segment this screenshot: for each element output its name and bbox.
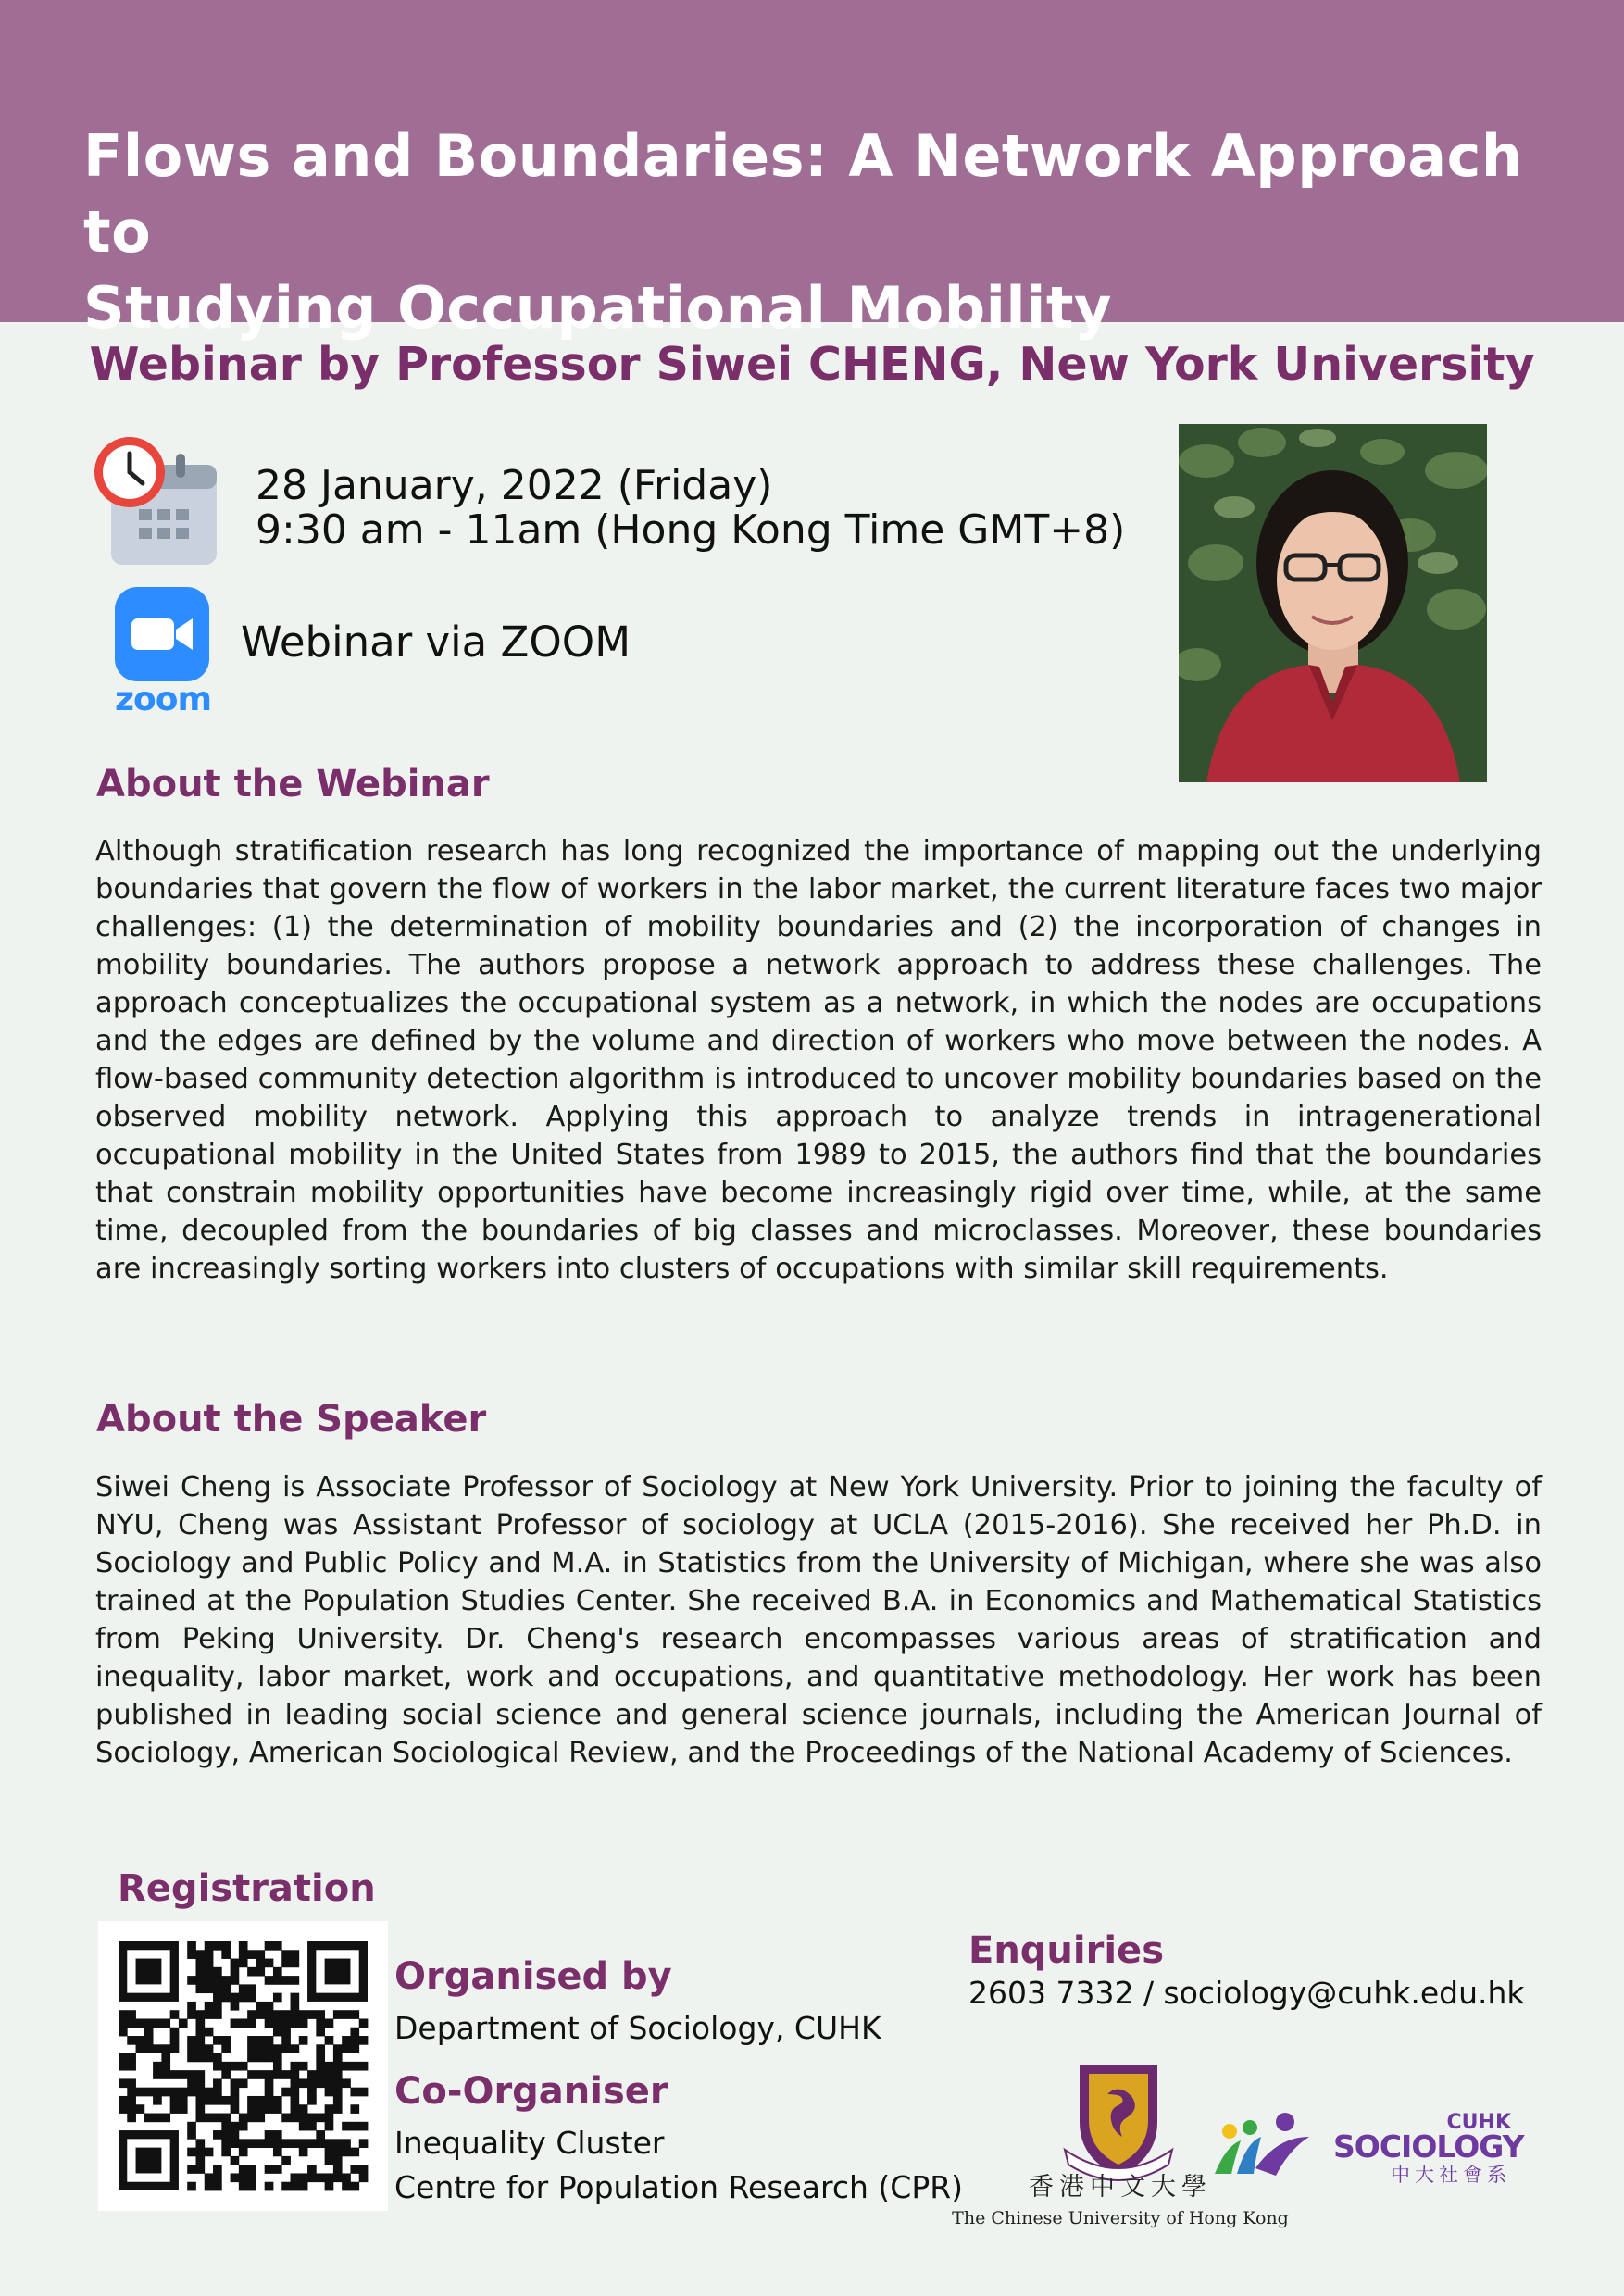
page-title bbox=[83, 119, 1583, 346]
event-time: 9:30 am - 11am (Hong Kong Time GMT+8) bbox=[256, 506, 1126, 554]
co-organiser-name-2: Centre for Population Research (CPR) bbox=[394, 2169, 964, 2205]
enquiries-contact: 2603 7332 / sociology@cuhk.edu.hk bbox=[968, 1975, 1525, 2011]
cuhk-english-name: The Chinese University of Hong Kong bbox=[952, 2208, 1289, 2228]
organiser-name: Department of Sociology, CUHK bbox=[394, 2010, 881, 2046]
zoom-camera-icon bbox=[115, 587, 209, 681]
about-webinar-text: Although stratification research has long recognized the importance of mapping out the underlying boundaries that govern the flow of workers in the labor market, the current literature faces two major challenges: (1) the determination of mobility boundaries and (2) the incorporation of changes in mobility boundaries. The authors propose a network approach to address these challenges. The approach conceptualizes the occupational system as a network, in which the nodes are occupations and the edges are defined by the volume and direction of workers who move between the nodes. A flow-based community detection algorithm is introduced to uncover mobility boundaries based on the observed mobility network. Applying this approach to analyze trends in intragenerational occupational mobility in the United States from 1989 to 2015, the authors find that the boundaries that constrain mobility opportunities have become increasingly rigid over time, while, at the same time, decoupled from the boundaries of big classes and microclasses. Moreover, these boundaries are increasingly sorting workers into clusters of occupations with similar skill requirements. bbox=[95, 835, 1542, 1285]
organised-by-heading: Organised by bbox=[394, 1955, 672, 1998]
about-speaker-text: Siwei Cheng is Associate Professor of Sociology at New York University. Prior to joining the faculty of NYU, Cheng was Assistant Professor of sociology at UCLA (2015-2016). She received her Ph.D. in Sociology and Public Policy and M.A. in Statistics from the University of Michigan, where she was also trained at the Population Studies Center. She received B.A. in Economics and Mathematical Statistics from Peking University. Dr. Cheng's research encompasses various areas of stratification and inequality, labor market, work and occupations, and quantitative methodology. Her work has been published in leading social science and general science journals, including the American Journal of Sociology, American Sociological Review, and the Proceedings of the National Academy of Sciences. bbox=[95, 1471, 1542, 1769]
calendar-clock-icon bbox=[91, 433, 230, 572]
cuhk-chinese-name: 香港中文大學 bbox=[1029, 2173, 1212, 2202]
sociology-logo-word: SOCIOLOGY bbox=[1333, 2128, 1524, 2165]
title-line-2: Studying Occupational Mobility bbox=[83, 274, 1112, 342]
event-platform: Webinar via ZOOM bbox=[241, 618, 631, 667]
qr-code-icon bbox=[98, 1921, 388, 2211]
sociology-logo-cuhk: CUHK bbox=[1446, 2111, 1511, 2134]
inequality-cluster-logo bbox=[1209, 2109, 1313, 2179]
about-webinar-heading: About the Webinar bbox=[96, 763, 490, 805]
about-speaker-heading: About the Speaker bbox=[96, 1398, 487, 1441]
co-organiser-heading: Co-Organiser bbox=[394, 2070, 668, 2113]
registration-heading: Registration bbox=[118, 1867, 376, 1910]
zoom-wordmark: zoom bbox=[115, 680, 211, 718]
sociology-logo-chinese: 中大社會系 bbox=[1391, 2164, 1511, 2186]
speaker-photo bbox=[1179, 424, 1487, 782]
enquiries-heading: Enquiries bbox=[968, 1929, 1164, 1972]
webinar-subtitle: Webinar by Professor Siwei CHENG, New York University bbox=[89, 338, 1535, 391]
event-date: 28 January, 2022 (Friday) bbox=[256, 462, 773, 509]
co-organiser-name-1: Inequality Cluster bbox=[394, 2125, 665, 2161]
cuhk-crest-logo bbox=[1061, 2057, 1176, 2183]
title-line-1: Flows and Boundaries: A Network Approach to bbox=[83, 122, 1523, 266]
registration-qr-code[interactable] bbox=[98, 1921, 388, 2211]
